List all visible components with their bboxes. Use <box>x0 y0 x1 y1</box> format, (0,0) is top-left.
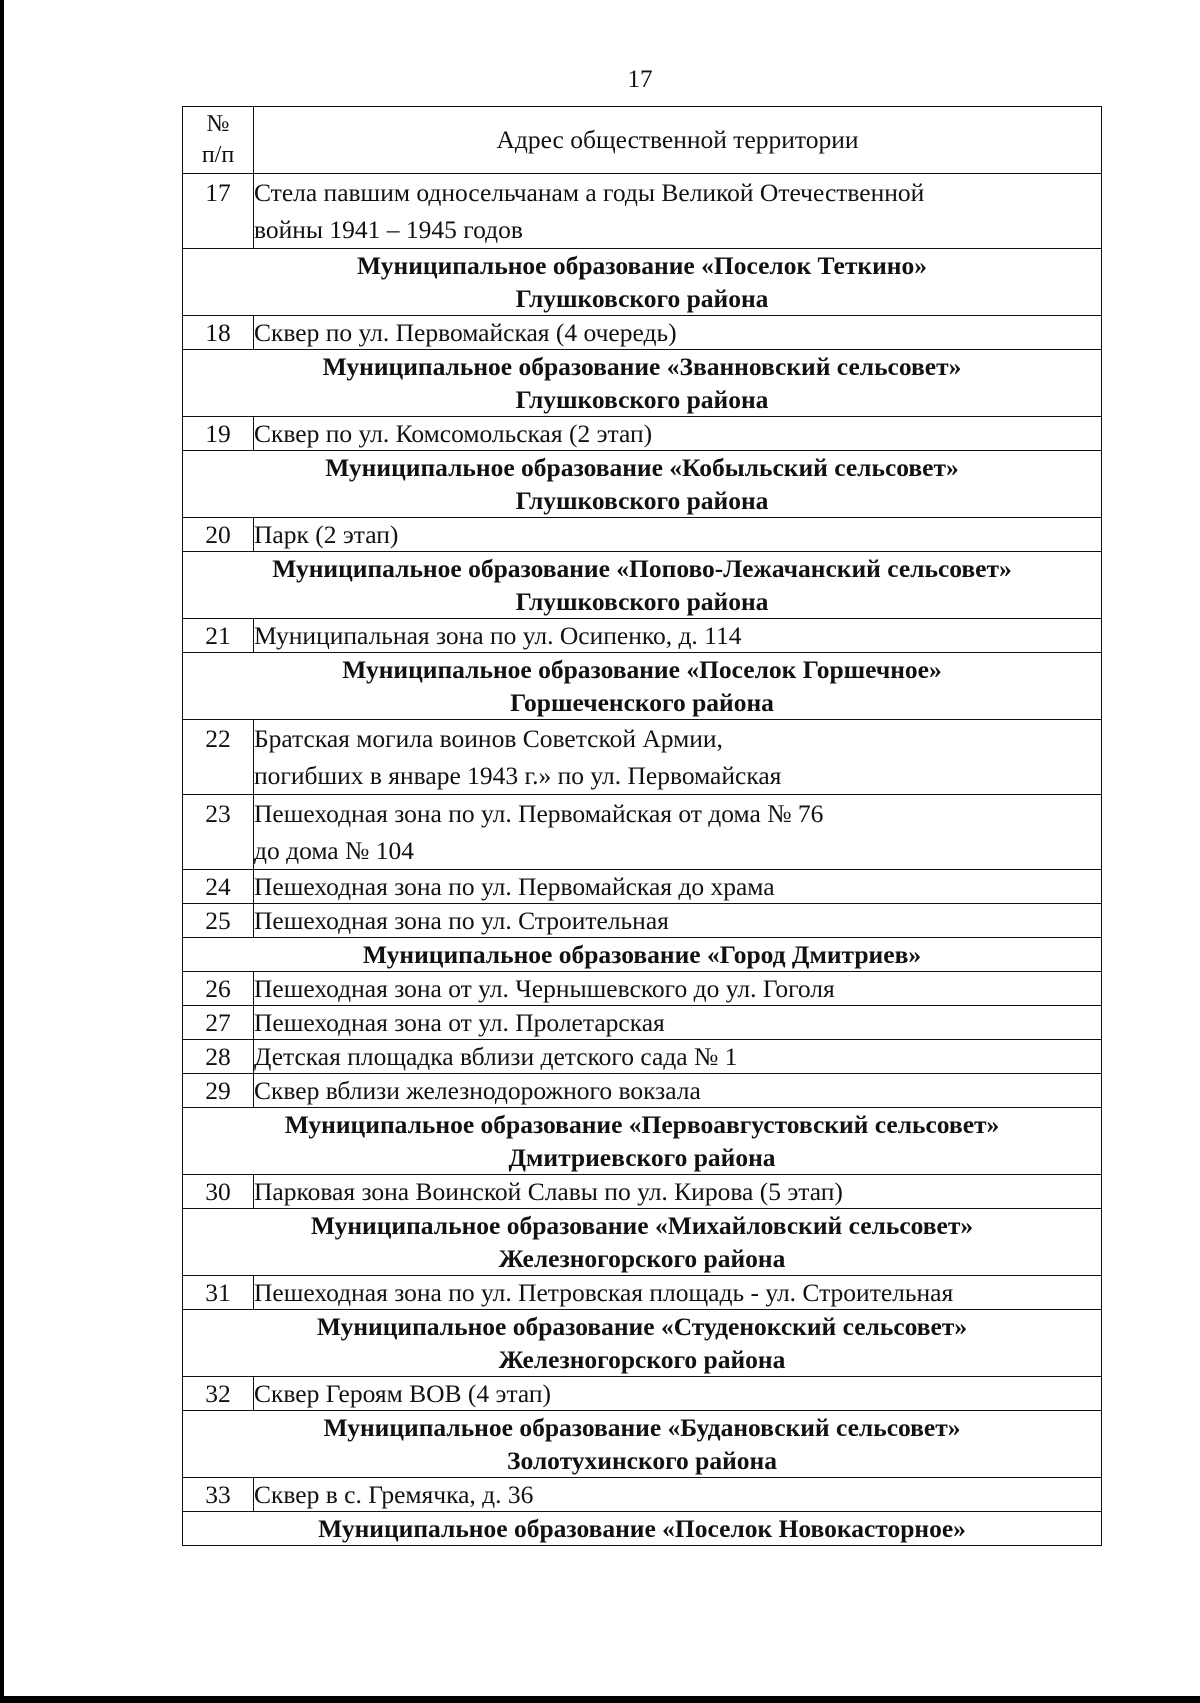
table-row <box>183 1175 1102 1209</box>
municipality-heading <box>183 1310 1102 1377</box>
municipality-heading-line: Муниципальное образование «Попово-Лежачанский сельсовет» <box>272 554 1012 583</box>
table-row <box>183 972 1102 1006</box>
row-number: 33 <box>183 1478 254 1512</box>
row-address-line: погибших в январе 1943 г.» по ул. Первомайская <box>254 761 782 790</box>
scan-edge-left <box>0 0 4 1703</box>
row-number: 25 <box>183 904 254 938</box>
municipality-heading-line: Муниципальное образование «Званновский сельсовет» <box>322 352 962 381</box>
municipality-heading <box>183 938 1102 972</box>
number-header-line1: № <box>206 111 230 137</box>
row-number: 19 <box>183 417 254 451</box>
municipality-heading <box>183 249 1102 316</box>
municipality-heading-line: Муниципальное образование «Будановский сельсовет» <box>323 1413 961 1442</box>
row-number: 24 <box>183 870 254 904</box>
table-row <box>183 417 1102 451</box>
row-number: 26 <box>183 972 254 1006</box>
municipality-heading <box>183 451 1102 518</box>
row-address: Пешеходная зона по ул. Строительная <box>254 904 1102 938</box>
municipality-heading <box>183 653 1102 720</box>
row-address: Сквер Героям ВОВ (4 этап) <box>254 1377 1102 1411</box>
municipality-row <box>183 1411 1102 1478</box>
table-row <box>183 1377 1102 1411</box>
row-address: Сквер вблизи железнодорожного вокзала <box>254 1074 1102 1108</box>
territories-table <box>182 106 1102 1546</box>
row-address: Детская площадка вблизи детского сада № 1 <box>254 1040 1102 1074</box>
municipality-heading <box>183 1512 1102 1546</box>
municipality-heading-line: Дмитриевского района <box>508 1143 776 1172</box>
row-address: Пешеходная зона от ул. Чернышевского до ул. Гоголя <box>254 972 1102 1006</box>
municipality-row <box>183 1310 1102 1377</box>
row-address-line: войны 1941 – 1945 годов <box>254 215 523 244</box>
table-row <box>183 1276 1102 1310</box>
row-address: Сквер в с. Гремячка, д. 36 <box>254 1478 1102 1512</box>
table-row <box>183 720 1102 795</box>
municipality-heading-line: Золотухинского района <box>507 1446 777 1475</box>
table-row <box>183 870 1102 904</box>
municipality-heading-line: Глушковского района <box>515 385 769 414</box>
table-row <box>183 316 1102 350</box>
table-row <box>183 1478 1102 1512</box>
table-header-row <box>183 107 1102 174</box>
row-address: Парк (2 этап) <box>254 518 1102 552</box>
row-number: 27 <box>183 1006 254 1040</box>
municipality-heading-line: Глушковского района <box>515 284 769 313</box>
municipality-heading-line: Железногорского района <box>498 1244 786 1273</box>
row-number: 30 <box>183 1175 254 1209</box>
row-number: 32 <box>183 1377 254 1411</box>
row-number: 28 <box>183 1040 254 1074</box>
municipality-row <box>183 1512 1102 1546</box>
row-number: 29 <box>183 1074 254 1108</box>
municipality-heading <box>183 1411 1102 1478</box>
row-address-line: Пешеходная зона по ул. Первомайская от дома № 76 <box>254 799 824 828</box>
table-row <box>183 1006 1102 1040</box>
municipality-heading-line: Муниципальное образование «Михайловский сельсовет» <box>310 1211 974 1240</box>
number-column-header <box>183 107 254 174</box>
municipality-row <box>183 1108 1102 1175</box>
table-row <box>183 1074 1102 1108</box>
table-row <box>183 174 1102 249</box>
municipality-row <box>183 653 1102 720</box>
municipality-heading-line: Муниципальное образование «Поселок Горшечное» <box>342 655 942 684</box>
municipality-heading-line: Глушковского района <box>515 587 769 616</box>
municipality-row <box>183 552 1102 619</box>
municipality-heading <box>183 1108 1102 1175</box>
row-address <box>254 174 1102 249</box>
row-address: Пешеходная зона по ул. Петровская площадь - ул. Строительная <box>254 1276 1102 1310</box>
municipality-heading-line: Муниципальное образование «Студенокский сельсовет» <box>316 1312 968 1341</box>
table-row <box>183 1040 1102 1074</box>
row-number: 31 <box>183 1276 254 1310</box>
row-address: Парковая зона Воинской Славы по ул. Кирова (5 этап) <box>254 1175 1102 1209</box>
municipality-row <box>183 451 1102 518</box>
municipality-row <box>183 1209 1102 1276</box>
row-number: 21 <box>183 619 254 653</box>
municipality-heading <box>183 1209 1102 1276</box>
address-column-header: Адрес общественной территории <box>254 107 1102 174</box>
municipality-heading-line: Глушковского района <box>515 486 769 515</box>
municipality-heading-line: Железногорского района <box>498 1345 786 1374</box>
municipality-heading-line: Муниципальное образование «Город Дмитриев» <box>362 940 922 969</box>
municipality-heading <box>183 552 1102 619</box>
table-row <box>183 795 1102 870</box>
row-address-line: Братская могила воинов Советской Армии, <box>254 724 723 753</box>
row-number: 23 <box>183 795 254 870</box>
scan-edge-bottom <box>0 1696 1200 1703</box>
municipality-heading-line: Муниципальное образование «Кобыльский сельсовет» <box>325 453 959 482</box>
municipality-heading <box>183 350 1102 417</box>
municipality-row <box>183 938 1102 972</box>
row-address: Муниципальная зона по ул. Осипенко, д. 114 <box>254 619 1102 653</box>
municipality-heading-line: Муниципальное образование «Поселок Новокасторное» <box>318 1514 966 1543</box>
row-address-line: Стела павшим односельчанам а годы Великой Отечественной <box>254 178 925 207</box>
municipality-row <box>183 350 1102 417</box>
row-address: Сквер по ул. Комсомольская (2 этап) <box>254 417 1102 451</box>
row-address: Сквер по ул. Первомайская (4 очередь) <box>254 316 1102 350</box>
municipality-heading-line: Муниципальное образование «Первоавгустовский сельсовет» <box>284 1110 1000 1139</box>
row-address-line: до дома № 104 <box>254 836 414 865</box>
row-number: 17 <box>183 174 254 249</box>
municipality-heading-line: Муниципальное образование «Поселок Теткино» <box>357 251 927 280</box>
municipality-row <box>183 249 1102 316</box>
row-address <box>254 720 1102 795</box>
row-number: 18 <box>183 316 254 350</box>
row-number: 20 <box>183 518 254 552</box>
row-address: Пешеходная зона от ул. Пролетарская <box>254 1006 1102 1040</box>
number-header-line2: п/п <box>201 142 235 168</box>
table-body <box>183 174 1102 1546</box>
table-row <box>183 518 1102 552</box>
municipality-heading-line: Горшеченского района <box>510 688 774 717</box>
row-address <box>254 795 1102 870</box>
table-row <box>183 904 1102 938</box>
table-row <box>183 619 1102 653</box>
page-number: 17 <box>627 66 653 93</box>
row-number: 22 <box>183 720 254 795</box>
row-address: Пешеходная зона по ул. Первомайская до храма <box>254 870 1102 904</box>
